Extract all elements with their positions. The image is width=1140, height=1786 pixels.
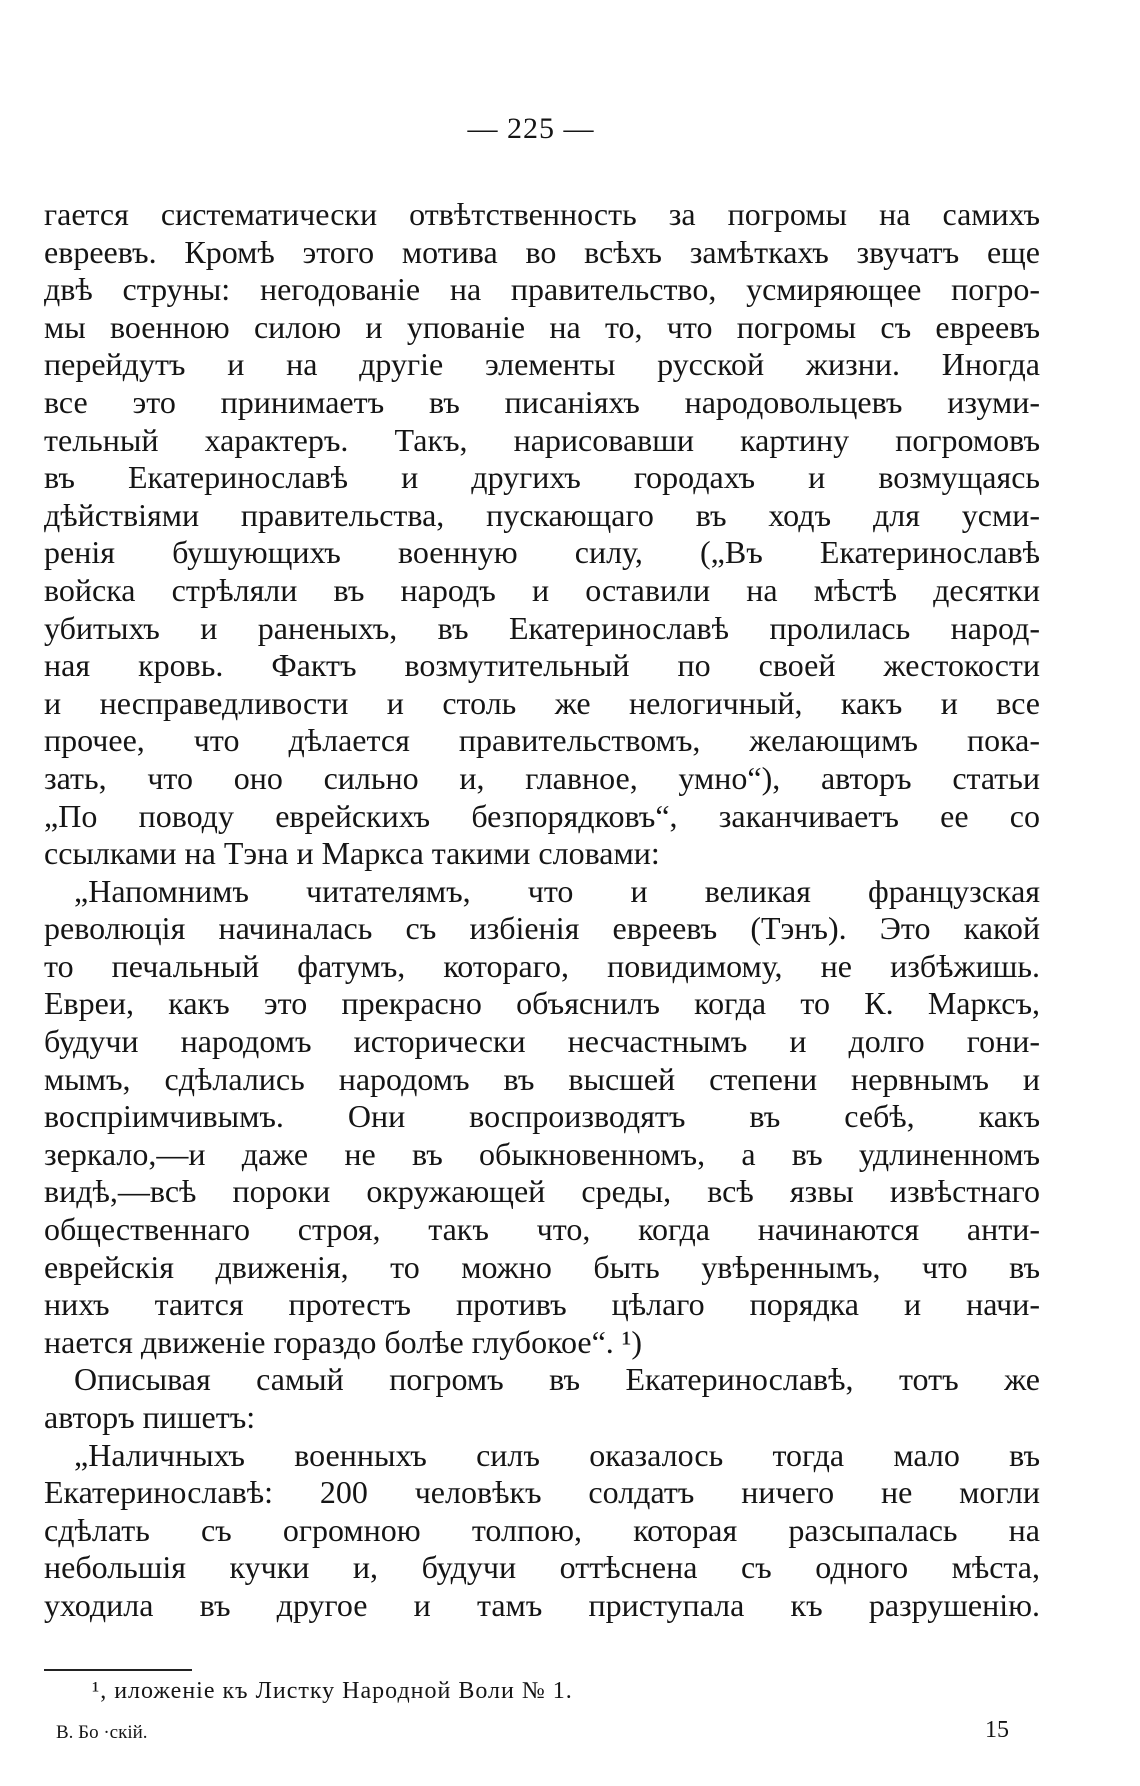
body-text — [44, 196, 1040, 1625]
text-line: двѣ струны: негодованіе на правительство, усмиряющее погро- — [44, 271, 1040, 308]
text-line: перейдутъ и на другіе элементы русской жизни. Иногда — [44, 346, 1040, 383]
text-line: „По поводу еврейскихъ безпорядковъ“, заканчиваетъ ее со — [44, 797, 1040, 834]
text-line: еврейскія движенія, то можно быть увѣреннымъ, что въ — [44, 1248, 1040, 1285]
text-line: тельный характеръ. Такъ, нарисовавши картину погромовъ — [44, 421, 1040, 458]
text-line: будучи народомъ исторически несчастнымъ и долго гони- — [44, 1023, 1040, 1060]
text-line: гается систематически отвѣтственность за погромы на самихъ — [44, 196, 1040, 232]
text-line: Евреи, какъ это прекрасно объяснилъ когда то К. Марксъ, — [44, 985, 1040, 1022]
text-line: евреевъ. Кромѣ этого мотива во всѣхъ замѣткахъ звучатъ еще — [44, 233, 1040, 270]
text-line: авторъ пишетъ: — [44, 1399, 256, 1435]
text-line: видѣ,—всѣ пороки окружающей среды, всѣ язвы извѣстнаго — [44, 1173, 1040, 1210]
signature-mark: В. Бо ·скій. — [56, 1722, 148, 1743]
footnote-divider — [44, 1669, 192, 1671]
text-line: Описывая самый погромъ въ Екатеринославѣ, тотъ же — [74, 1361, 1040, 1398]
text-line: дѣйствіями правительства, пускающаго въ ходъ для усми- — [44, 496, 1040, 533]
text-line: воспріимчивымъ. Они воспроизводятъ въ себѣ, какъ — [44, 1098, 1040, 1135]
text-line: убитыхъ и раненыхъ, въ Екатеринославѣ пролилась народ- — [44, 609, 1040, 646]
sheet-number: 15 — [985, 1717, 1009, 1743]
text-line: зать, что оно сильно и, главное, умно“), авторъ статьи — [44, 759, 1040, 796]
text-line: зеркало,—и даже не въ обыкновенномъ, а въ удлиненномъ — [44, 1135, 1040, 1172]
text-line: общественнаго строя, такъ что, когда начинаются анти- — [44, 1211, 1040, 1248]
text-line: ссылками на Тэна и Маркса такими словами: — [44, 835, 660, 872]
text-line: все это принимаетъ въ писаніяхъ народовольцевъ изуми- — [44, 383, 1040, 420]
text-line: прочее, что дѣлается правительствомъ, желающимъ пока- — [44, 722, 1040, 759]
text-line: „Напомнимъ читателямъ, что и великая французская — [74, 872, 1040, 909]
text-line: небольшія кучки и, будучи оттѣснена съ одного мѣста, — [44, 1549, 1040, 1586]
footnote: ¹, иложеніе къ Листку Народной Воли № 1. — [92, 1678, 573, 1704]
text-line: уходила въ другое и тамъ приступала къ разрушенію. — [44, 1586, 1040, 1623]
text-line: „Наличныхъ военныхъ силъ оказалось тогда мало въ — [74, 1436, 1040, 1473]
text-line: ная кровь. Фактъ возмутительный по своей жестокости — [44, 647, 1040, 684]
text-line: нихъ таится протестъ противъ цѣлаго порядка и начи- — [44, 1286, 1040, 1323]
text-line: мы военною силою и упованіе на то, что погромы съ евреевъ — [44, 308, 1040, 345]
text-line: Екатеринославѣ: 200 человѣкъ солдатъ ничего не могли — [44, 1474, 1040, 1511]
text-line: то печальный фатумъ, котораго, повидимому, не избѣжишь. — [44, 947, 1040, 984]
text-line: въ Екатеринославѣ и другихъ городахъ и возмущаясь — [44, 459, 1040, 496]
text-line: войска стрѣляли въ народъ и оставили на мѣстѣ десятки — [44, 571, 1040, 608]
text-line: и несправедливости и столь же нелогичный, какъ и все — [44, 684, 1040, 721]
text-line: ренія бушующихъ военную силу, („Въ Екатеринославѣ — [44, 534, 1040, 571]
text-line: мымъ, сдѣлались народомъ въ высшей степени нервнымъ и — [44, 1060, 1040, 1097]
text-line: революція начиналась съ избіенія евреевъ (Тэнъ). Это какой — [44, 910, 1040, 947]
text-line: нается движеніе гораздо болѣе глубокое“. ¹) — [44, 1323, 643, 1360]
page-number: — 225 — — [467, 112, 595, 145]
text-line: сдѣлать съ огромною толпою, которая разсыпалась на — [44, 1511, 1040, 1548]
